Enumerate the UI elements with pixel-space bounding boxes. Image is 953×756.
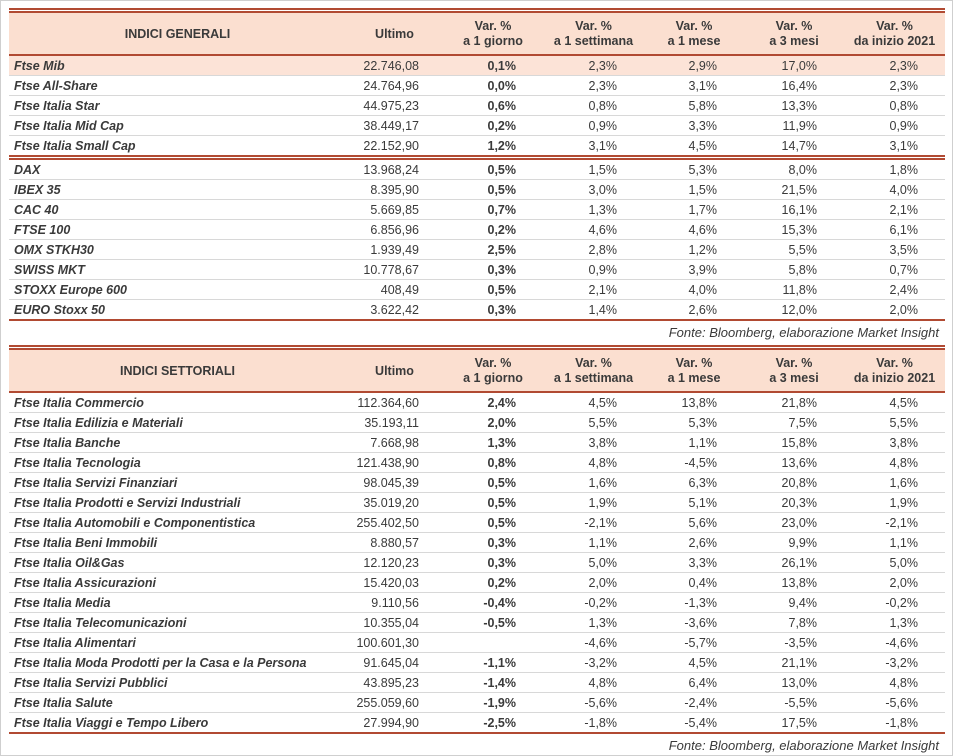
var-value: -0,2% (543, 593, 644, 613)
last-value: 98.045,39 (346, 473, 443, 493)
table-row (9, 200, 945, 220)
var-value: 0,3% (443, 300, 543, 321)
var-value: 13,8% (744, 573, 844, 593)
var-value: 23,0% (744, 513, 844, 533)
var-value: -2,1% (844, 513, 945, 533)
table-row (9, 280, 945, 300)
var-value: 21,8% (744, 392, 844, 413)
col-header-var-1month (644, 348, 744, 393)
last-value: 7.668,98 (346, 433, 443, 453)
last-value: 10.355,04 (346, 613, 443, 633)
var-header-line2: a 1 settimana (553, 371, 634, 385)
var-header-line1: Var. % (675, 356, 713, 370)
source-caption: Fonte: Bloomberg, elaborazione Market Insight (668, 738, 939, 753)
var-value: 0,2% (443, 573, 543, 593)
var-value: 2,0% (844, 573, 945, 593)
var-value: 1,8% (844, 158, 945, 180)
table-body (9, 55, 945, 320)
last-value: 8.395,90 (346, 180, 443, 200)
var-header-line1: Var. % (675, 19, 713, 33)
var-header-line1: Var. % (474, 19, 512, 33)
var-value: -3,2% (844, 653, 945, 673)
table-row (9, 593, 945, 613)
table-body (9, 392, 945, 733)
var-value: 0,5% (443, 473, 543, 493)
var-value: -1,3% (644, 593, 744, 613)
var-value: 0,5% (443, 513, 543, 533)
table-row (9, 613, 945, 633)
var-value: 4,8% (844, 453, 945, 473)
var-value: 2,0% (443, 413, 543, 433)
index-name: SWISS MKT (9, 260, 346, 280)
var-value: -1,8% (844, 713, 945, 734)
var-value: 2,1% (844, 200, 945, 220)
var-value: 4,5% (644, 653, 744, 673)
var-header-line1: Var. % (575, 356, 612, 370)
var-value: 0,5% (443, 180, 543, 200)
var-value: 0,9% (543, 260, 644, 280)
var-value: 2,5% (443, 240, 543, 260)
last-value: 12.120,23 (346, 553, 443, 573)
index-name: Ftse Italia Servizi Pubblici (9, 673, 346, 693)
var-value: 13,0% (744, 673, 844, 693)
index-name: Ftse Italia Commercio (9, 392, 346, 413)
last-value: 24.764,96 (346, 76, 443, 96)
col-header-var-3months (744, 348, 844, 393)
col-header-ultimo: Ultimo (346, 348, 443, 393)
table-row (9, 55, 945, 76)
var-header-line2: a 1 giorno (463, 34, 523, 48)
var-value: 3,9% (644, 260, 744, 280)
var-value: -1,9% (443, 693, 543, 713)
table-row (9, 653, 945, 673)
var-value: 1,5% (543, 158, 644, 180)
var-value: -0,4% (443, 593, 543, 613)
var-value: 0,9% (543, 116, 644, 136)
table-row (9, 573, 945, 593)
var-value: 5,5% (844, 413, 945, 433)
var-value: 0,3% (443, 553, 543, 573)
var-value: 11,9% (744, 116, 844, 136)
var-value: 6,4% (644, 673, 744, 693)
var-value: 0,2% (443, 116, 543, 136)
var-value: 0,9% (844, 116, 945, 136)
table-row (9, 76, 945, 96)
index-name: Ftse All-Share (9, 76, 346, 96)
var-value: 1,9% (543, 493, 644, 513)
var-value: 4,6% (543, 220, 644, 240)
table-row (9, 260, 945, 280)
var-value: 1,3% (543, 200, 644, 220)
var-value: 4,0% (644, 280, 744, 300)
var-value: -1,4% (443, 673, 543, 693)
col-header-var-1month (644, 11, 744, 56)
last-value: 10.778,67 (346, 260, 443, 280)
index-name: Ftse Italia Automobili e Componentistica (9, 513, 346, 533)
var-value: 15,3% (744, 220, 844, 240)
var-value: 1,3% (844, 613, 945, 633)
var-value: -4,6% (844, 633, 945, 653)
var-value: 1,5% (644, 180, 744, 200)
table-title: INDICI GENERALI (9, 11, 346, 56)
last-value: 3.622,42 (346, 300, 443, 321)
var-value: 1,1% (844, 533, 945, 553)
var-value: 9,4% (744, 593, 844, 613)
var-value: 2,9% (644, 55, 744, 76)
index-name: Ftse Italia Edilizia e Materiali (9, 413, 346, 433)
var-header-line2: a 1 settimana (553, 34, 634, 48)
var-value: 1,1% (543, 533, 644, 553)
last-value: 38.449,17 (346, 116, 443, 136)
index-name: STOXX Europe 600 (9, 280, 346, 300)
var-value: 1,9% (844, 493, 945, 513)
table-row (9, 180, 945, 200)
last-value: 35.019,20 (346, 493, 443, 513)
var-value: 0,1% (443, 55, 543, 76)
var-value: 3,3% (644, 553, 744, 573)
header-row (9, 348, 945, 393)
var-value: 1,6% (543, 473, 644, 493)
var-value: -3,5% (744, 633, 844, 653)
var-value: 0,2% (443, 220, 543, 240)
table-row (9, 413, 945, 433)
table-row (9, 673, 945, 693)
last-value: 9.110,56 (346, 593, 443, 613)
var-value: 5,0% (543, 553, 644, 573)
var-value: 2,0% (844, 300, 945, 321)
index-name: Ftse Italia Oil&Gas (9, 553, 346, 573)
var-value: 0,0% (443, 76, 543, 96)
var-value: 0,7% (844, 260, 945, 280)
var-header-line2: da inizio 2021 (853, 371, 936, 385)
var-value: 8,0% (744, 158, 844, 180)
last-value: 121.438,90 (346, 453, 443, 473)
var-value: 16,4% (744, 76, 844, 96)
var-value: 4,5% (543, 392, 644, 413)
var-value: 6,1% (844, 220, 945, 240)
index-name: Ftse Italia Servizi Finanziari (9, 473, 346, 493)
last-value: 1.939,49 (346, 240, 443, 260)
var-value: 3,5% (844, 240, 945, 260)
var-value: 2,3% (844, 55, 945, 76)
var-value: 3,0% (543, 180, 644, 200)
var-value: 2,8% (543, 240, 644, 260)
last-value: 255.402,50 (346, 513, 443, 533)
var-value: 4,8% (543, 453, 644, 473)
index-name: IBEX 35 (9, 180, 346, 200)
var-value: 5,5% (543, 413, 644, 433)
var-value: 3,1% (844, 136, 945, 158)
var-value: 1,6% (844, 473, 945, 493)
last-value: 22.152,90 (346, 136, 443, 158)
var-value: 13,8% (644, 392, 744, 413)
index-name: Ftse Italia Moda Prodotti per la Casa e la Persona (9, 653, 346, 673)
last-value: 6.856,96 (346, 220, 443, 240)
var-value: -3,6% (644, 613, 744, 633)
var-value: 4,5% (644, 136, 744, 158)
var-value: 7,5% (744, 413, 844, 433)
var-value: 1,2% (644, 240, 744, 260)
var-value: 1,3% (443, 433, 543, 453)
var-value: 1,7% (644, 200, 744, 220)
last-value: 43.895,23 (346, 673, 443, 693)
index-name: Ftse Italia Telecomunicazioni (9, 613, 346, 633)
var-value: 0,5% (443, 493, 543, 513)
var-header-line2: a 3 mesi (769, 371, 819, 385)
var-value: -1,1% (443, 653, 543, 673)
table-row (9, 533, 945, 553)
var-header-line1: Var. % (575, 19, 612, 33)
var-value: 5,1% (644, 493, 744, 513)
var-value: 13,3% (744, 96, 844, 116)
var-value: 14,7% (744, 136, 844, 158)
col-header-var-1day (443, 11, 543, 56)
last-value: 27.994,90 (346, 713, 443, 734)
var-value: -2,4% (644, 693, 744, 713)
table-row (9, 633, 945, 653)
var-value: -5,7% (644, 633, 744, 653)
var-value: 2,0% (543, 573, 644, 593)
last-value: 255.059,60 (346, 693, 443, 713)
var-value: 11,8% (744, 280, 844, 300)
var-value: 0,4% (644, 573, 744, 593)
var-value: 2,3% (543, 55, 644, 76)
var-header-line1: Var. % (876, 19, 913, 33)
var-value: 0,6% (443, 96, 543, 116)
last-value: 35.193,11 (346, 413, 443, 433)
index-name: Ftse Italia Salute (9, 693, 346, 713)
index-table (9, 8, 945, 321)
var-value: -5,4% (644, 713, 744, 734)
table-row (9, 136, 945, 158)
var-value: 3,8% (844, 433, 945, 453)
table-row (9, 300, 945, 321)
var-value: 21,5% (744, 180, 844, 200)
table-row (9, 433, 945, 453)
var-value: 4,8% (543, 673, 644, 693)
var-header-line1: Var. % (474, 356, 512, 370)
var-value: 0,8% (443, 453, 543, 473)
var-value: -2,1% (543, 513, 644, 533)
var-value: -4,5% (644, 453, 744, 473)
var-value: -5,6% (543, 693, 644, 713)
index-table (9, 345, 945, 734)
table-row (9, 453, 945, 473)
table-row (9, 513, 945, 533)
index-name: Ftse Italia Star (9, 96, 346, 116)
var-value: 9,9% (744, 533, 844, 553)
var-value: 2,3% (543, 76, 644, 96)
index-table-block (9, 345, 945, 756)
var-value: -0,5% (443, 613, 543, 633)
var-header-line1: Var. % (876, 356, 913, 370)
index-name: Ftse Italia Banche (9, 433, 346, 453)
index-name: DAX (9, 158, 346, 180)
var-value: 17,5% (744, 713, 844, 734)
col-header-var-ytd (844, 11, 945, 56)
var-value: 3,8% (543, 433, 644, 453)
var-value: 0,3% (443, 260, 543, 280)
var-value: 4,8% (844, 673, 945, 693)
index-name: Ftse Italia Viaggi e Tempo Libero (9, 713, 346, 734)
col-header-ultimo: Ultimo (346, 11, 443, 56)
header-row (9, 11, 945, 56)
table-row (9, 96, 945, 116)
var-value: 3,3% (644, 116, 744, 136)
var-header-line1: Var. % (775, 356, 813, 370)
var-value (443, 633, 543, 653)
var-value: 16,1% (744, 200, 844, 220)
table-title: INDICI SETTORIALI (9, 348, 346, 393)
index-name: OMX STKH30 (9, 240, 346, 260)
last-value: 5.669,85 (346, 200, 443, 220)
index-name: CAC 40 (9, 200, 346, 220)
var-value: 0,5% (443, 280, 543, 300)
index-name: Ftse Italia Prodotti e Servizi Industriali (9, 493, 346, 513)
table-row (9, 713, 945, 734)
var-value: -2,5% (443, 713, 543, 734)
var-value: 5,0% (844, 553, 945, 573)
var-value: 6,3% (644, 473, 744, 493)
var-value: 2,1% (543, 280, 644, 300)
var-value: 2,3% (844, 76, 945, 96)
index-name: Ftse Italia Assicurazioni (9, 573, 346, 593)
col-header-var-1day (443, 348, 543, 393)
var-value: 7,8% (744, 613, 844, 633)
var-value: -0,2% (844, 593, 945, 613)
index-name: FTSE 100 (9, 220, 346, 240)
var-value: 20,3% (744, 493, 844, 513)
var-value: 5,3% (644, 413, 744, 433)
var-value: 5,8% (744, 260, 844, 280)
var-value: 0,8% (543, 96, 644, 116)
var-value: 5,5% (744, 240, 844, 260)
index-name: Ftse Italia Beni Immobili (9, 533, 346, 553)
last-value: 22.746,08 (346, 55, 443, 76)
var-value: 0,8% (844, 96, 945, 116)
last-value: 44.975,23 (346, 96, 443, 116)
var-value: 21,1% (744, 653, 844, 673)
col-header-var-ytd (844, 348, 945, 393)
var-value: 5,8% (644, 96, 744, 116)
index-name: Ftse Italia Alimentari (9, 633, 346, 653)
var-value: 0,5% (443, 158, 543, 180)
var-value: 1,2% (443, 136, 543, 158)
table-row (9, 493, 945, 513)
var-value: 2,6% (644, 533, 744, 553)
var-value: 17,0% (744, 55, 844, 76)
last-value: 8.880,57 (346, 533, 443, 553)
var-value: 1,3% (543, 613, 644, 633)
var-header-line2: da inizio 2021 (853, 34, 936, 48)
table-row (9, 158, 945, 180)
tables-container (9, 8, 945, 756)
var-value: -4,6% (543, 633, 644, 653)
source-caption: Fonte: Bloomberg, elaborazione Market Insight (668, 325, 939, 340)
var-value: 12,0% (744, 300, 844, 321)
last-value: 408,49 (346, 280, 443, 300)
var-header-line2: a 1 mese (667, 34, 721, 48)
var-value: 3,1% (644, 76, 744, 96)
index-name: Ftse Italia Mid Cap (9, 116, 346, 136)
var-value: 5,6% (644, 513, 744, 533)
var-value: 13,6% (744, 453, 844, 473)
index-name: Ftse Mib (9, 55, 346, 76)
var-value: 0,3% (443, 533, 543, 553)
var-header-line2: a 1 giorno (463, 371, 523, 385)
var-value: -5,5% (744, 693, 844, 713)
var-value: 2,4% (844, 280, 945, 300)
var-header-line1: Var. % (775, 19, 813, 33)
table-row (9, 553, 945, 573)
var-value: 15,8% (744, 433, 844, 453)
last-value: 13.968,24 (346, 158, 443, 180)
table-row (9, 240, 945, 260)
var-value: 0,7% (443, 200, 543, 220)
index-name: Ftse Italia Media (9, 593, 346, 613)
table-row (9, 116, 945, 136)
var-value: -3,2% (543, 653, 644, 673)
var-value: 26,1% (744, 553, 844, 573)
var-value: 4,0% (844, 180, 945, 200)
var-header-line2: a 3 mesi (769, 34, 819, 48)
col-header-var-1week (543, 11, 644, 56)
index-name: Ftse Italia Small Cap (9, 136, 346, 158)
var-value: 20,8% (744, 473, 844, 493)
col-header-var-3months (744, 11, 844, 56)
var-value: 2,4% (443, 392, 543, 413)
index-name: Ftse Italia Tecnologia (9, 453, 346, 473)
index-name: EURO Stoxx 50 (9, 300, 346, 321)
table-row (9, 392, 945, 413)
var-value: 3,1% (543, 136, 644, 158)
var-value: 2,6% (644, 300, 744, 321)
table-row (9, 473, 945, 493)
last-value: 100.601,30 (346, 633, 443, 653)
last-value: 91.645,04 (346, 653, 443, 673)
var-value: -5,6% (844, 693, 945, 713)
var-value: -1,8% (543, 713, 644, 734)
last-value: 15.420,03 (346, 573, 443, 593)
table-row (9, 693, 945, 713)
var-value: 1,4% (543, 300, 644, 321)
var-value: 4,5% (844, 392, 945, 413)
col-header-var-1week (543, 348, 644, 393)
var-value: 1,1% (644, 433, 744, 453)
table-row (9, 220, 945, 240)
var-value: 5,3% (644, 158, 744, 180)
index-table-block (9, 8, 945, 345)
var-header-line2: a 1 mese (667, 371, 721, 385)
var-value: 4,6% (644, 220, 744, 240)
last-value: 112.364,60 (346, 392, 443, 413)
